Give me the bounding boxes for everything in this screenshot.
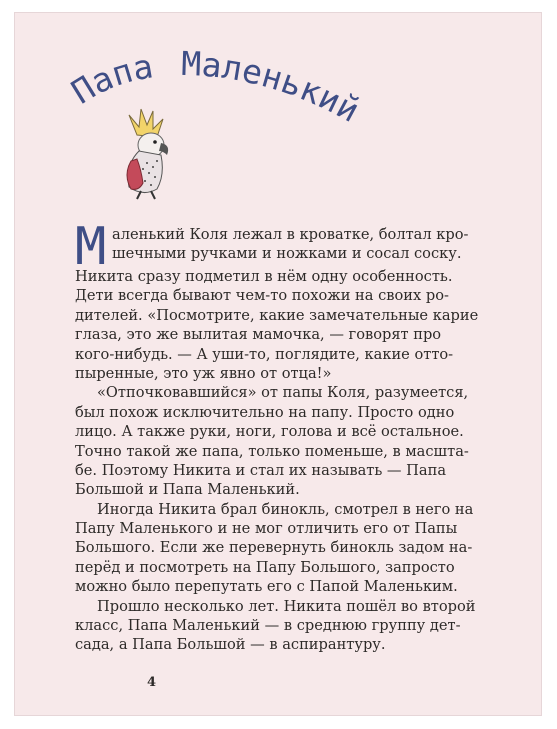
text-line: Иногда Никита брал бинокль, смотрел в него на bbox=[97, 500, 474, 518]
text-line: Никита сразу подметил в нём одну особенность. bbox=[75, 268, 453, 285]
text-line: бе. Поэтому Никита и стал их называть — Папа bbox=[75, 461, 447, 479]
text-line: глаза, это же вылитая мамочка, — говорят про bbox=[75, 326, 442, 344]
text-line: аленький Коля лежал в кроватке, болтал кро- bbox=[112, 226, 469, 243]
drop-cap: М bbox=[75, 217, 107, 277]
story-text bbox=[75, 217, 537, 655]
text-line: шечными ручками и ножками и сосал соску. bbox=[112, 245, 462, 263]
text-line: «Отпочковавшийся» от папы Коля, разумеется, bbox=[97, 384, 469, 402]
text-line: Точно такой же папа, только поменьше, в масшта- bbox=[75, 442, 469, 460]
page-number: 4 bbox=[147, 675, 157, 690]
text-line: лицо. А также руки, ноги, голова и всё остальное. bbox=[75, 423, 464, 441]
text-line: был похож исключительно на папу. Просто одно bbox=[75, 403, 455, 421]
book-page bbox=[14, 12, 542, 716]
text-line: можно было перепутать его с Папой Маленьким. bbox=[75, 578, 458, 596]
chapter-title-word-1: Папа bbox=[64, 46, 156, 112]
cockatoo-icon bbox=[115, 105, 179, 201]
text-line: Прошло несколько лет. Никита пошёл во второй bbox=[97, 597, 476, 615]
text-line: Большой и Папа Маленький. bbox=[75, 481, 300, 499]
text-line: Папу Маленького и не мог отличить его от Папы bbox=[75, 520, 458, 538]
text-line: сада, а Папа Большой — в аспирантуру. bbox=[75, 636, 386, 654]
text-line: перёд и посмотреть на Папу Большого, запросто bbox=[75, 558, 455, 576]
chapter-title bbox=[15, 13, 542, 223]
text-line: Дети всегда бывают чем-то похожи на своих ро- bbox=[75, 287, 449, 305]
text-line: кого-нибудь. — А уши-то, поглядите, какие отто- bbox=[75, 345, 454, 363]
text-line: Большого. Если же перевернуть бинокль задом на- bbox=[75, 539, 473, 557]
text-line: класс, Папа Маленький — в среднюю группу дет- bbox=[75, 617, 461, 635]
text-line: дителей. «Посмотрите, какие замечательные карие bbox=[75, 306, 479, 324]
chapter-title-word-2: Маленький bbox=[180, 43, 366, 130]
text-line: пыренные, это уж явно от отца!» bbox=[75, 364, 332, 382]
